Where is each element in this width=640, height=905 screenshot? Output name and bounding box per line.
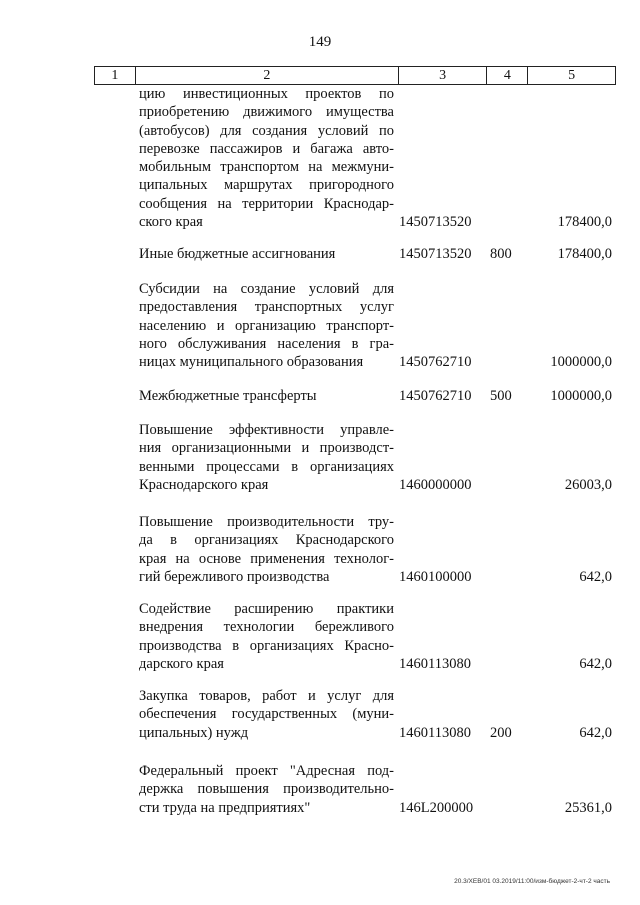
row-description <box>139 762 394 817</box>
page-number: 149 <box>308 34 332 50</box>
description-line: обеспечения государственных (муни- <box>139 706 394 723</box>
row-description <box>139 387 394 405</box>
description-line: (автобусов) для создания условий по <box>139 122 394 139</box>
header-col-2: 2 <box>136 67 399 84</box>
row-amount: 642,0 <box>579 655 612 672</box>
row-amount: 25361,0 <box>564 799 612 816</box>
header-col-3: 3 <box>399 67 488 84</box>
row-description <box>139 421 394 494</box>
row-code: 1450762710 <box>399 354 472 371</box>
row-code: 1460100000 <box>399 568 472 585</box>
header-col-4: 4 <box>487 67 528 84</box>
row-expense-type: 500 <box>490 388 512 404</box>
header-col-5: 5 <box>568 68 576 83</box>
description-line: ния организационными и производст- <box>139 440 394 457</box>
row-amount: 178400,0 <box>557 246 612 262</box>
row-amount: 1000000,0 <box>550 388 612 404</box>
row-code: 1450762710 <box>399 388 472 404</box>
description-line: Закупка товаров, работ и услуг для <box>139 688 394 704</box>
description-line: дарского края <box>139 655 224 672</box>
description-line: предоставления транспортных услуг <box>139 299 394 316</box>
description-line: сти труда на предприятиях" <box>139 799 311 816</box>
description-line: Федеральный проект "Адресная под- <box>139 763 394 779</box>
row-amount: 1000000,0 <box>550 354 612 371</box>
description-line: перевозке пассажиров и багажа авто- <box>139 140 394 157</box>
row-expense-type: 200 <box>490 724 512 741</box>
description-line: мобильным транспортом на межмуни- <box>139 159 394 176</box>
row-expense-type: 800 <box>490 246 512 262</box>
row-code: 146L200000 <box>399 799 474 816</box>
description-line: внедрения технологии бережливого <box>139 619 394 636</box>
row-code: 1450713520 <box>399 246 472 262</box>
description-line: ского края <box>139 214 203 231</box>
header-col-1: 1 <box>95 67 136 84</box>
description-line: Краснодарского края <box>139 476 269 493</box>
description-line: Субсидии на создание условий для <box>139 281 394 297</box>
description-line: сообщения на территории Краснодар- <box>139 195 394 212</box>
row-description <box>139 600 394 673</box>
description-line: ципальных маршрутах пригородного <box>139 177 394 194</box>
row-code: 1460000000 <box>399 476 472 493</box>
row-description <box>139 280 394 371</box>
description-line: производства в организациях Красно- <box>139 637 394 654</box>
row-amount: 178400,0 <box>557 214 612 231</box>
description-line: ного обслуживания населения в гра- <box>139 335 394 352</box>
description-line: да в организациях Краснодарского <box>139 532 394 549</box>
description-line: ницах муниципального образования <box>139 354 364 371</box>
row-code: 1450713520 <box>399 214 472 231</box>
row-amount: 642,0 <box>579 568 612 585</box>
description-line: Содействие расширению практики <box>139 601 394 617</box>
description-line: Повышение эффективности управле- <box>139 422 394 438</box>
description-line: держка повышения производительно- <box>139 781 394 798</box>
description-line: гий бережливого производства <box>139 568 330 585</box>
row-description <box>139 245 394 263</box>
description-line: населению и организацию транспорт- <box>139 317 394 334</box>
row-description <box>139 687 394 742</box>
description-line: цию инвестиционных проектов по <box>139 86 394 102</box>
row-description <box>139 85 394 231</box>
row-amount: 26003,0 <box>564 476 612 493</box>
description-line: Иные бюджетные ассигнования <box>139 246 336 262</box>
description-line: Повышение производительности тру- <box>139 514 394 530</box>
description-line: венными процессами в организациях <box>139 458 394 475</box>
row-code: 1460113080 <box>399 655 471 672</box>
row-code: 1460113080 <box>399 724 471 741</box>
table-header <box>94 66 616 85</box>
description-line: приобретению движимого имущества <box>139 104 394 121</box>
footer-note: 20.3/ХЕВ/01 03.2019/11:00/изм-бюджет-2-чт-2 часть <box>454 878 610 885</box>
row-description <box>139 513 394 586</box>
description-line: Межбюджетные трансферты <box>139 388 317 404</box>
row-amount: 642,0 <box>579 724 612 741</box>
description-line: края на основе применения технолог- <box>139 550 394 567</box>
description-line: ципальных) нужд <box>139 724 249 741</box>
